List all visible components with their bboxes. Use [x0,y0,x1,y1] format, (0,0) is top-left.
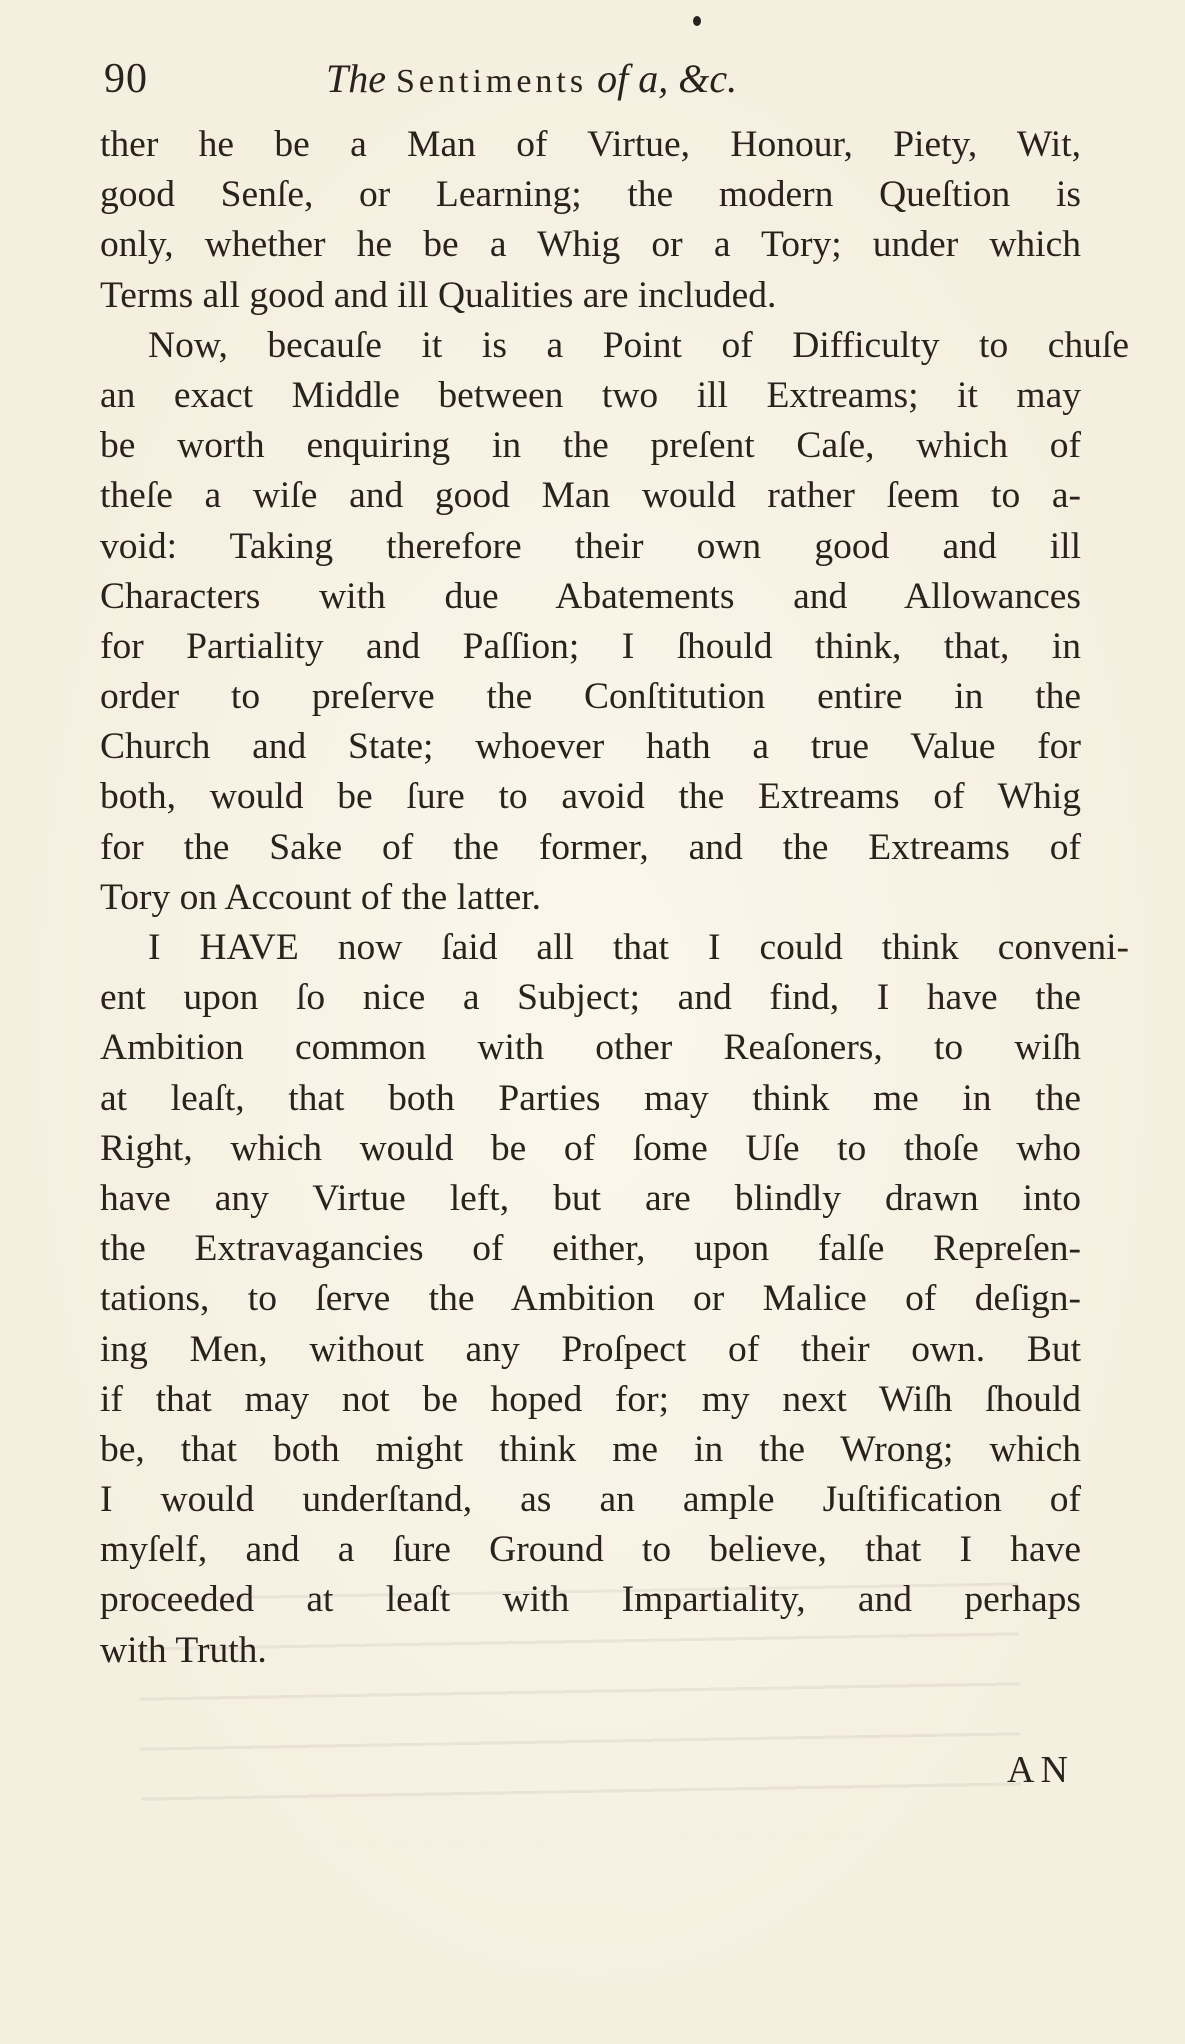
text-line: theſe a wiſe and good Man would rather ſeem to a- [100,475,1081,517]
text-line: Characters with due Abatements and Allowances [100,575,1081,617]
text-line: Tory on Account of the latter. [100,876,542,918]
text-line: Ambition common with other Reaſoners, to wiſh [100,1027,1081,1069]
catchword: AN [1007,1749,1074,1791]
text-line: the Extravagancies of either, upon falſe Repreſen- [100,1228,1081,1270]
running-title-part-3: of a, &c. [597,56,738,101]
text-line: for Partiality and Paſſion; I ſhould think, that, in [100,625,1081,667]
text-line: an exact Middle between two ill Extreams; it may [100,374,1081,416]
text-line: ing Men, without any Proſpect of their own. But [100,1328,1081,1370]
text-line: be, that both might think me in the Wrong; which [100,1428,1081,1470]
ink-speck [693,16,701,26]
page-number: 90 [104,56,148,102]
text-line: have any Virtue left, but are blindly drawn into [100,1177,1081,1219]
text-line: ther he be a Man of Virtue, Honour, Piety, Wit, [100,124,1081,165]
text-line: tations, to ſerve the Ambition or Malice of deſign- [100,1278,1081,1320]
text-line: both, would be ſure to avoid the Extreams of Whig [100,776,1081,818]
text-line: Right, which would be of ſome Uſe to thoſe who [100,1127,1081,1169]
text-line: proceeded at leaſt with Impartiality, and perhaps [100,1579,1081,1621]
text-line: I HAVE now ſaid all that I could think conveni- [148,927,1129,968]
text-line: I would underſtand, as an ample Juſtification of [100,1479,1081,1521]
text-line: for the Sake of the former, and the Extreams of [100,826,1081,868]
text-line: Terms all good and ill Qualities are included. [100,274,777,316]
text-line: only, whether he be a Whig or a Tory; under which [100,224,1081,266]
text-line: with Truth. [100,1629,267,1671]
text-line: good Senſe, or Learning; the modern Queſtion is [100,174,1081,216]
text-line: if that may not be hoped for; my next Wiſh ſhould [100,1378,1081,1420]
running-title-part-2: Sentiments [396,63,588,100]
text-line: be worth enquiring in the preſent Caſe, which of [100,425,1081,467]
text-line: ent upon ſo nice a Subject; and find, I have the [100,977,1081,1019]
text-line: myſelf, and a ſure Ground to believe, that I have [100,1529,1081,1571]
text-line: at leaſt, that both Parties may think me in the [100,1077,1081,1119]
page-header [104,55,1004,115]
text-line: order to preſerve the Conſtitution entire in the [100,676,1081,718]
text-line: Now, becauſe it is a Point of Difficulty to chuſe [148,324,1129,366]
text-line: Church and State; whoever hath a true Value for [100,726,1081,768]
running-title [326,55,737,102]
running-title-part-1: The [326,56,386,101]
text-line: void: Taking therefore their own good and ill [100,525,1081,567]
body-text [100,120,1129,1676]
